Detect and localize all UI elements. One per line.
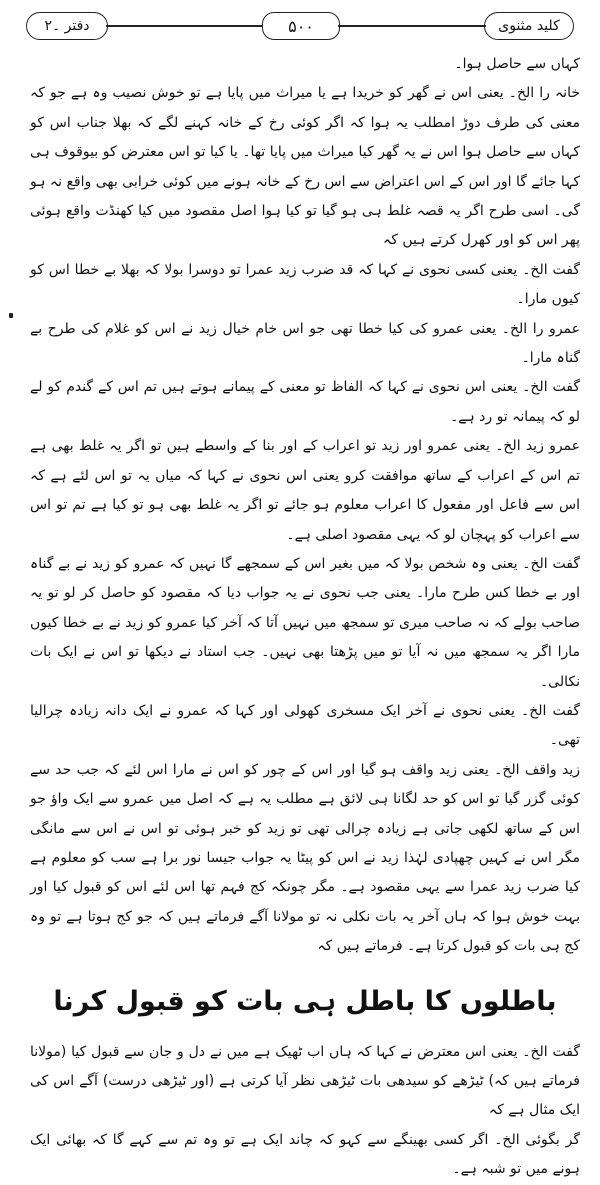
page-header <box>0 6 600 46</box>
header-rule-left <box>106 25 262 27</box>
volume-label: دفتر ۔۲ <box>26 12 108 40</box>
paragraph: گر بگوئی الخ۔ اگر کسی بھینگے سے کہو کہ چاند ایک ہے تو وہ تم سے کہے گا کہ بھائی ایک ہونے میں تو شبہ ہے۔ <box>30 1131 580 1178</box>
paragraph: زید واقف الخ۔ یعنی زید واقف ہو گیا اور اس کے چور کو اس نے مارا اس لئے کہ جب حد سے کوئی گزر گیا تو اس کو حد لگانا ہی لائق ہے مطلب یہ ہے کہ اصل میں عمرو سے ایک واؤ جو اس کے ساتھ لکھی جاتی ہے زیادہ چرالی تھی تو زید کو خبر ہوئی تو اس نے اس سے مانگی مگر اس نے کہیں چھپادی لہٰذا زید نے اس کو پیٹا یہ جواب جیسا نور برا ہے سب کو معلوم ہے کیا ضرب زید عمرا سے یہی مقصود ہے۔ مگر چونکہ کج فہم تھا اس لئے اس کو قبول کیا اور بہت خوش ہوا کہ ہاں آخر یہ بات نکلی نہ تو مولانا آگے فرماتے ہیں کہ جو کج ہوتا ہے تو وہ کج ہی بات کو قبول کرتا ہے۔ فرماتے ہیں کہ <box>30 761 580 955</box>
paragraph: گفت الخ۔ یعنی اس نحوی نے کہا کہ الفاظ تو معنی کے پیمانے ہوتے ہیں تم اس کے گندم کو لے لو کہ پیمانہ تو رد ہے۔ <box>30 379 580 425</box>
margin-mark <box>9 313 13 318</box>
paragraph: گفت الخ۔ یعنی نحوی نے آخر ایک مسخری کھولی اور کہا کہ عمرو نے ایک دانہ زیادہ چرالیا تھی۔ <box>30 702 580 749</box>
page-number: ۵۰۰ <box>262 12 340 40</box>
paragraph: کہاں سے حاصل ہوا۔ <box>454 56 580 72</box>
book-title: کلید مثنوی <box>484 12 574 40</box>
section-heading: باطلوں کا باطل ہی بات کو قبول کرنا <box>53 985 557 1017</box>
paragraph: گفت الخ۔ یعنی وہ شخص بولا کہ میں بغیر اس کے سمجھے گا نہیں کہ عمرو کو زید نے بے گناہ اور بے خطا کس طرح مارا۔ یعنی جب نحوی نے یہ جواب دیا کہ مقصود کو حاصل کر لو تو یہ صاحب بولے کہ نہ صاحب میری تو سمجھ میں نہیں آتا کہ آخر کیا عمرو کو زید نے بے خطا کیوں مارا اگر یہ سمجھ میں نہ آیا تو میں پڑھتا بھی نہیں۔ جب استاد نے دیکھا تو اس نے ایک بات نکالی۔ <box>30 555 580 690</box>
paragraph: گفت الخ۔ یعنی اس معترض نے کہا کہ ہاں اب ٹھیک ہے میں نے دل و جان سے قبول کیا (مولانا فرماتے ہیں کہ) ٹیڑھے کو سیدھی بات ٹیڑھی نظر آیا کرتی ہے (اور ٹیڑھی درست) آگے اس کی ایک مثال ہے کہ <box>30 1043 580 1119</box>
paragraph: خانہ را الخ۔ یعنی اس نے گھر کو خریدا ہے یا میراث میں پایا ہے تو خوش نصیب وہ ہے جو کہ معنی کی طرف دوڑ امطلب یہ ہوا کہ اگر کوئی رخ کے خانہ کہنے لگے کہ بھلا جناب اس کو کہاں سے حاصل ہوا اس نے یہ گھر کیا میراث میں پایا تھا۔ یا کیا تو اس معترض کو بیوقوف ہی کہا جائے گا اور اس کے اس اعتراض سے اس رخ کے خانہ ہونے میں کوئی خرابی بھی واقع نہ ہو گی۔ اسی طرح اگر یہ قصہ غلط ہی ہو گیا تو کیا ہوا اصل مقصود میں کیا کھنڈت واقع ہوئی پھر اس کو اور کھرل کرتے ہیں کہ <box>30 85 580 249</box>
paragraph: عمرو زید الخ۔ یعنی عمرو اور زید تو اعراب کے اور بنا کے واسطے ہیں تو اگر یہ غلط بھی ہے تم اس کے اعراب کے ساتھ موافقت کرو یعنی اس نحوی نے کہا کہ میاں یہ تو اس لئے ہے کہ اس سے فاعل اور مفعول کا اعراب معلوم ہو جائے تو اگر یہ غلط بھی ہو تو کیا ہے تم تو اس سے اعراب کو پہچان لو کہ یہی مقصود اصلی ہے۔ <box>30 438 580 543</box>
paragraph: گفت الخ۔ یعنی کسی نحوی نے کہا کہ قد ضرب زید عمرا تو دوسرا بولا کہ بھلا بے خطا اس کو کیوں مارا۔ <box>30 261 580 308</box>
page-body <box>30 50 580 1185</box>
paragraph: عمرو را الخ۔ یعنی عمرو کی کیا خطا تھی جو اس خام خیال زید نے اس کو غلام کی طرح بے گناہ مارا۔ <box>30 320 580 367</box>
header-rule-right <box>338 25 486 27</box>
